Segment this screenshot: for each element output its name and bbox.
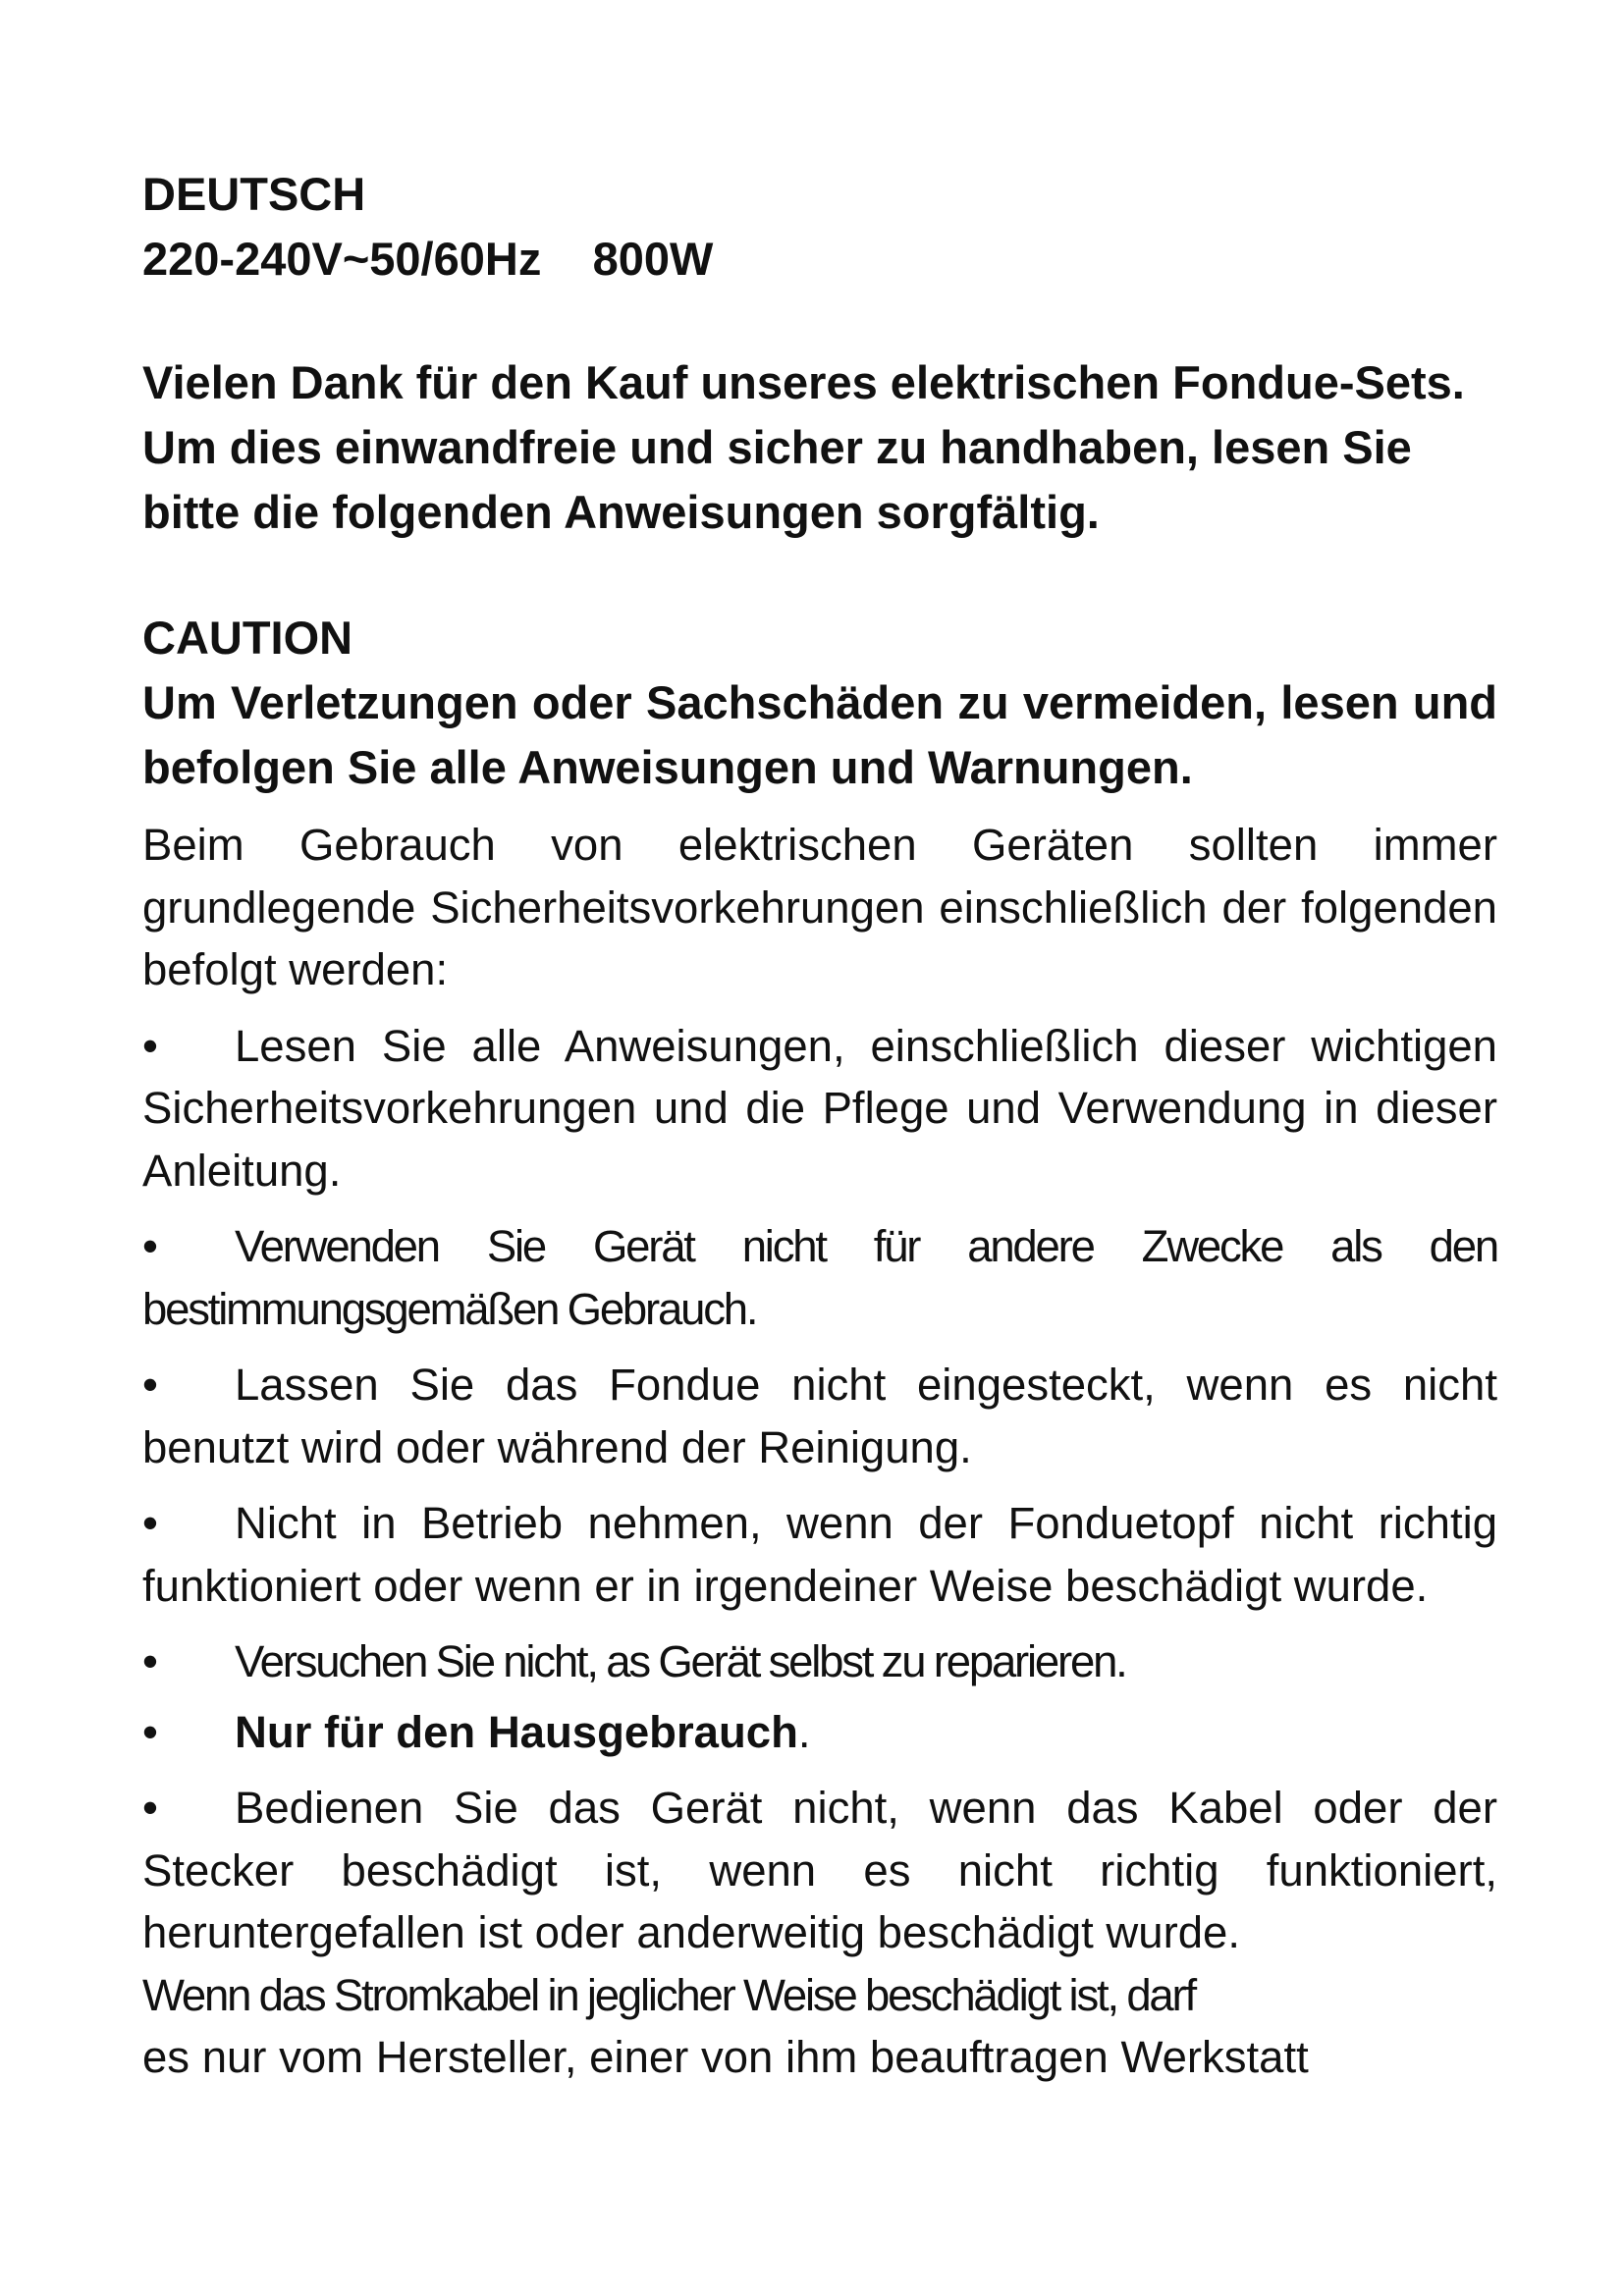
caution-title: CAUTION <box>142 612 353 664</box>
list-item-suffix: . <box>797 1706 811 1757</box>
caution-text: Um Verletzungen oder Sachschäden zu vermeiden, lesen und befolgen Sie alle Anweisungen und Warnungen. <box>142 676 1497 793</box>
list-item <box>142 1354 1497 1478</box>
list-item-text: Nur für den Hausgebrauch <box>235 1706 798 1757</box>
list-item-text: Lesen Sie alle Anweisungen, einschließlich dieser wichtigen Sicherheitsvorkehrungen und die Pflege und Verwendung in dieser Anleitung. <box>142 1020 1497 1196</box>
intro-text: Vielen Dank für den Kauf unseres elektrischen Fondue-Sets. Um dies einwandfreie und sicher zu handhaben, lesen Sie bitte die folgenden Anweisungen sorgfältig. <box>142 356 1465 538</box>
list-item-text: Nicht in Betrieb nehmen, wenn der Fonduetopf nicht richtig funktioniert oder wenn er in irgendeiner Weise beschädigt wurde. <box>142 1498 1497 1611</box>
list-item <box>142 1777 1497 1964</box>
cord-notice <box>142 1964 1497 2089</box>
power-specs: 220-240V~50/60Hz 800W <box>142 233 714 285</box>
list-item <box>142 1215 1497 1340</box>
cord-notice-line-1: Wenn das Stromkabel in jeglicher Weise beschädigt ist, darf <box>142 1969 1195 2020</box>
bullet-icon: • <box>142 1221 158 1271</box>
list-item-text: Lassen Sie das Fondue nicht eingesteckt, wenn es nicht benutzt wird oder während der Reinigung. <box>142 1360 1497 1472</box>
language-heading: DEUTSCH <box>142 168 366 220</box>
list-item-text: Bedienen Sie das Gerät nicht, wenn das Kabel oder der Stecker beschädigt ist, wenn es nicht richtig funktioniert, heruntergefallen ist oder anderweitig beschädigt wurde. <box>142 1783 1497 1957</box>
bullet-icon: • <box>142 1498 158 1548</box>
list-item <box>142 1701 1497 1764</box>
bullet-icon: • <box>142 1636 158 1686</box>
bullet-icon: • <box>142 1783 158 1833</box>
bullet-icon: • <box>142 1020 158 1071</box>
list-item-text: Verwenden Sie Gerät nicht für andere Zwecke als den bestimmungsgemäßen Gebrauch. <box>142 1221 1497 1334</box>
list-item-text: Versuchen Sie nicht, as Gerät selbst zu reparieren. <box>235 1636 1126 1686</box>
cord-notice-line-2: es nur vom Hersteller, einer von ihm beauftragen Werkstatt <box>142 2032 1309 2082</box>
list-item <box>142 1492 1497 1617</box>
manual-page <box>142 162 1497 2089</box>
bullet-icon: • <box>142 1360 158 1410</box>
bullet-icon: • <box>142 1706 158 1757</box>
list-item <box>142 1630 1497 1693</box>
safety-intro: Beim Gebrauch von elektrischen Geräten sollten immer grundlegende Sicherheitsvorkehrungen einschließlich der folgenden befolgt werden: <box>142 820 1497 994</box>
list-item <box>142 1015 1497 1202</box>
